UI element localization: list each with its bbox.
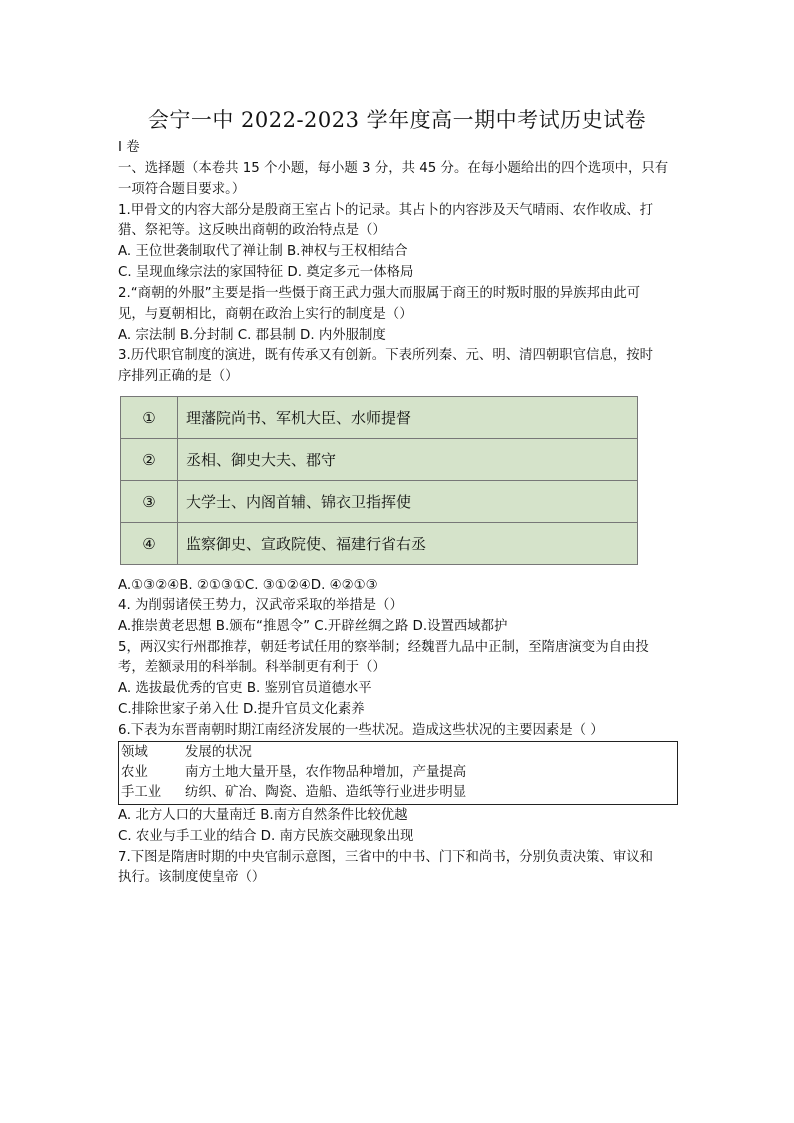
section-label: I 卷 <box>118 140 140 155</box>
row-number: ② <box>121 439 178 481</box>
cell-field: 领域 <box>121 745 148 760</box>
instructions-line-1: 一、选择题（本卷共 15 个小题，每小题 3 分，共 45 分。在每小题给出的四个选项中，只有 <box>118 161 669 176</box>
q1-options-line-2: C. 呈现血缘宗法的家国特征 D. 奠定多元一体格局 <box>118 265 414 280</box>
q5-stem-line-1: 5，两汉实行州郡推荐，朝廷考试任用的察举制；经魏晋九品中正制，至隋唐演变为自由投 <box>118 640 649 655</box>
cell-field: 手工业 <box>121 785 162 800</box>
q2-stem-line-1: 2.“商朝的外服”主要是指一些慑于商王武力强大而服属于商王的时叛时服的异族邦由此可 <box>118 286 641 301</box>
q3-official-titles-table <box>120 396 638 565</box>
q6-economy-table <box>118 741 678 805</box>
q5-stem-line-2: 考，差额录用的科举制。科举制更有利于（） <box>118 660 386 675</box>
table-row <box>121 743 252 763</box>
q6-stem: 6.下表为东晋南朝时期江南经济发展的一些状况。造成这些状况的主要因素是（ ） <box>118 723 604 738</box>
q4-stem: 4. 为削弱诸侯王势力，汉武帝采取的举措是（） <box>118 598 403 613</box>
q1-options-line-1: A. 王位世袭制取代了禅让制 B.神权与王权相结合 <box>118 244 408 259</box>
q2-stem-line-2: 见，与夏朝相比，商朝在政治上实行的制度是（） <box>118 307 413 322</box>
q7-stem-line-1: 7.下图是隋唐时期的中央官制示意图，三省中的中书、门下和尚书，分别负责决策、审议和 <box>118 850 654 865</box>
row-officials: 丞相、御史大夫、郡守 <box>178 439 638 481</box>
row-number: ① <box>121 397 178 439</box>
q3-stem-line-2: 序排列正确的是（） <box>118 369 239 384</box>
cell-status: 纺织、矿冶、陶瓷、造船、造纸等行业进步明显 <box>185 785 467 800</box>
q5-options-line-1: A. 选拔最优秀的官吏 B. 鉴别官员道德水平 <box>118 681 372 696</box>
row-officials: 理藩院尚书、军机大臣、水师提督 <box>178 397 638 439</box>
table-row <box>121 763 466 783</box>
q6-options-line-1: A. 北方人口的大量南迁 B.南方自然条件比较优越 <box>118 808 408 823</box>
table-row <box>121 397 638 439</box>
cell-status: 南方土地大量开垦，农作物品种增加，产量提高 <box>185 765 467 780</box>
q6-options-line-2: C. 农业与手工业的结合 D. 南方民族交融现象出现 <box>118 829 414 844</box>
table-row <box>121 783 466 803</box>
q7-stem-line-2: 执行。该制度使皇帝（） <box>118 870 266 885</box>
exam-title: 会宁一中 2022-2023 学年度高一期中考试历史试卷 <box>147 108 647 132</box>
row-number: ③ <box>121 481 178 523</box>
table-row <box>121 439 638 481</box>
q3-options: A.①③②④B. ②①③①C. ③①②④D. ④②①③ <box>118 578 378 593</box>
q2-options: A. 宗法制 B.分封制 C. 郡县制 D. 内外服制度 <box>118 328 386 343</box>
row-officials: 大学士、内阁首辅、锦衣卫指挥使 <box>178 481 638 523</box>
row-number: ④ <box>121 523 178 565</box>
q1-stem-line-2: 猎、祭祀等。这反映出商朝的政治特点是（） <box>118 223 386 238</box>
q3-stem-line-1: 3.历代职官制度的演进，既有传承又有创新。下表所列秦、元、明、清四朝职官信息，按时 <box>118 348 654 363</box>
table-row <box>121 481 638 523</box>
instructions-line-2: 一项符合题目要求。） <box>118 182 246 197</box>
cell-status: 发展的状况 <box>185 745 252 760</box>
row-officials: 监察御史、宣政院使、福建行省右丞 <box>178 523 638 565</box>
q5-options-line-2: C.排除世家子弟入仕 D.提升官员文化素养 <box>118 702 365 717</box>
table-row <box>121 523 638 565</box>
cell-field: 农业 <box>121 765 148 780</box>
q1-stem-line-1: 1.甲骨文的内容大部分是殷商王室占卜的记录。其占卜的内容涉及天气晴雨、农作收成、打 <box>118 203 654 218</box>
q4-options: A.推崇黄老思想 B.颁布“推恩令” C.开辟丝绸之路 D.设置西域都护 <box>118 619 508 634</box>
